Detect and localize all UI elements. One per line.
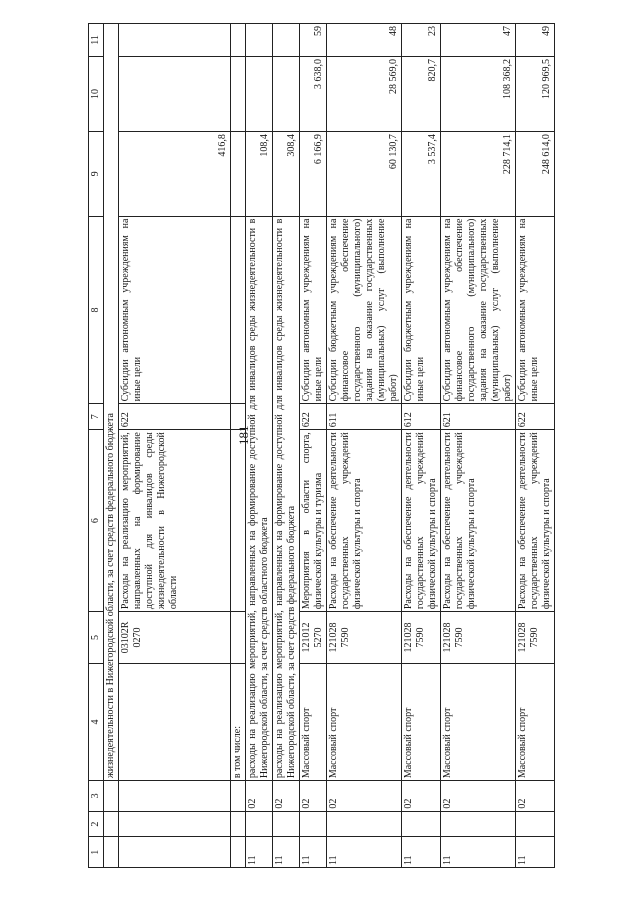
cell-section: 11	[516, 837, 555, 868]
cell-empty	[327, 811, 402, 837]
cell-section: 11	[273, 837, 300, 868]
cell-target-code: 121028 7590	[516, 612, 555, 664]
cell-expense-desc: Субсидии бюджетным учреждениям на финансовое обеспечение государственного (муниципального) задания на оказание государственных (муниципальных) услуг (выполнение работ)	[327, 216, 402, 404]
cell-plan: 308,4	[273, 132, 300, 217]
cell-empty	[231, 216, 246, 404]
cell-expense-type: 621	[441, 404, 516, 430]
cell-expense-type: 611	[327, 404, 402, 430]
cell-target-code: 03102R 0270	[119, 612, 231, 664]
cell-empty	[273, 24, 300, 57]
cell-expense-type: 622	[300, 404, 327, 430]
page-number: 181	[236, 425, 251, 445]
header-cell: 9	[89, 132, 104, 217]
cell-plan: 3 537,4	[402, 132, 441, 217]
cell-subsection: 02	[441, 781, 516, 812]
cell-empty	[231, 430, 246, 612]
cell-expense-type: 612	[402, 404, 441, 430]
cell-subsection: 02	[273, 781, 300, 812]
table-row	[231, 24, 246, 868]
cell-plan: 108,4	[246, 132, 273, 217]
cell-subsection: 02	[246, 781, 273, 812]
cell-purpose: Расходы на обеспечение деятельности государственных учреждений физической культуры и спорта	[516, 430, 555, 612]
header-cell: 6	[89, 430, 104, 612]
table-row	[300, 24, 327, 868]
table-row	[119, 24, 231, 868]
cell-section	[119, 837, 231, 868]
header-cell: 2	[89, 811, 104, 837]
header-cell: 10	[89, 56, 104, 131]
header-cell: 3	[89, 781, 104, 812]
cell-percent: 47	[441, 24, 516, 57]
cell-expense-desc: Субсидии автономным учреждениям на финансовое обеспечение государственного (муниципального) задания на оказание государственных (муниципальных) услуг (выполнение работ)	[441, 216, 516, 404]
cell-purpose: Мероприятия в области спорта, физической культуры и туризма	[300, 430, 327, 612]
rotated-table-container	[88, 23, 633, 868]
cell-fact: 820,7	[402, 56, 441, 131]
cell-expense-type: 622	[516, 404, 555, 430]
header-cell: 5	[89, 612, 104, 664]
cell-fact: 3 638,0	[300, 56, 327, 131]
cell-empty	[246, 811, 273, 837]
cell-subsection: 02	[516, 781, 555, 812]
cell-empty	[300, 811, 327, 837]
cell-subsection: 02	[300, 781, 327, 812]
cell-name: Массовый спорт	[516, 663, 555, 780]
cell-empty	[231, 781, 246, 812]
table-row	[402, 24, 441, 868]
cell-section: 11	[327, 837, 402, 868]
cell-empty	[104, 811, 119, 837]
table-row	[104, 24, 119, 868]
cell-empty	[273, 811, 300, 837]
cell-empty	[104, 837, 119, 868]
cell-target-code: 121028 7590	[441, 612, 516, 664]
header-cell: 7	[89, 404, 104, 430]
cell-expense-desc: Субсидии автономным учреждениям на иные цели	[300, 216, 327, 404]
cell-empty	[246, 56, 273, 131]
cell-span-description: расходы на реализацию мероприятий, направленных на формирование доступной для инвалидов среды жизнедеятельности в Нижегородской области, за счет средств областного бюджета	[246, 216, 273, 781]
cell-plan: 416,8	[119, 132, 231, 217]
cell-section: 11	[300, 837, 327, 868]
cell-empty	[441, 811, 516, 837]
cell-fact: 28 569,0	[327, 56, 402, 131]
cell-name: Массовый спорт	[300, 663, 327, 780]
table-row	[246, 24, 273, 868]
cell-section: 11	[441, 837, 516, 868]
cell-plan: 6 166,9	[300, 132, 327, 217]
cell-target-code: 121028 7590	[402, 612, 441, 664]
cell-empty	[104, 781, 119, 812]
header-cell: 4	[89, 663, 104, 780]
cell-section: 11	[246, 837, 273, 868]
table-row	[327, 24, 402, 868]
cell-percent	[119, 24, 231, 57]
cell-empty	[516, 811, 555, 837]
header-cell: 11	[89, 24, 104, 57]
cell-percent: 59	[300, 24, 327, 57]
cell-empty	[231, 837, 246, 868]
cell-empty	[402, 811, 441, 837]
cell-percent: 48	[327, 24, 402, 57]
table-row	[516, 24, 555, 868]
cell-fact: 120 969,5	[516, 56, 555, 131]
cell-name: Массовый спорт	[441, 663, 516, 780]
cell-purpose: Расходы на обеспечение деятельности государственных учреждений физической культуры и спорта	[441, 430, 516, 612]
cell-name: в том числе:	[231, 663, 246, 780]
cell-expense-desc: Субсидии автономным учреждениям на иные цели	[516, 216, 555, 404]
cell-empty	[231, 132, 246, 217]
cell-expense-desc: Субсидии бюджетным учреждениям на иные цели	[402, 216, 441, 404]
cell-section: 11	[402, 837, 441, 868]
cell-empty	[273, 56, 300, 131]
cell-subsection: 02	[327, 781, 402, 812]
cell-empty	[231, 811, 246, 837]
cell-plan: 60 130,7	[327, 132, 402, 217]
cell-empty	[231, 24, 246, 57]
cell-name: Массовый спорт	[327, 663, 402, 780]
cell-name	[119, 663, 231, 780]
table-row	[273, 24, 300, 868]
cell-purpose: Расходы на реализацию мероприятий, направленных на формирование доступной для инвалидов среды жизнедеятельности в Нижегородской области	[119, 430, 231, 612]
cell-empty	[119, 811, 231, 837]
cell-empty	[231, 404, 246, 430]
cell-empty	[231, 612, 246, 664]
continuation-note: жизнедеятельности в Нижегородской области, за счет средств федерального бюджета	[104, 24, 119, 781]
cell-fact	[119, 56, 231, 131]
cell-expense-desc: Субсидии автономным учреждениям на иные цели	[119, 216, 231, 404]
cell-purpose: Расходы на обеспечение деятельности государственных учреждений физической культуры и спорта	[402, 430, 441, 612]
cell-fact: 108 368,2	[441, 56, 516, 131]
cell-name: Массовый спорт	[402, 663, 441, 780]
cell-expense-type: 622	[119, 404, 231, 430]
cell-empty	[231, 56, 246, 131]
cell-target-code: 121028 7590	[327, 612, 402, 664]
cell-plan: 248 614,0	[516, 132, 555, 217]
cell-purpose: Расходы на обеспечение деятельности государственных учреждений физической культуры и спорта	[327, 430, 402, 612]
cell-empty	[246, 24, 273, 57]
header-cell: 1	[89, 837, 104, 868]
cell-span-description: расходы на реализацию мероприятий, направленных на формирование доступной для инвалидов среды жизнедеятельности в Нижегородской области, за счет средств федерального бюджета	[273, 216, 300, 781]
cell-subsection	[119, 781, 231, 812]
table-row	[441, 24, 516, 868]
header-row	[89, 24, 104, 868]
cell-percent: 23	[402, 24, 441, 57]
cell-subsection: 02	[402, 781, 441, 812]
budget-table	[88, 23, 555, 868]
header-cell: 8	[89, 216, 104, 404]
cell-plan: 228 714,1	[441, 132, 516, 217]
cell-percent: 49	[516, 24, 555, 57]
cell-target-code: 121012 5270	[300, 612, 327, 664]
